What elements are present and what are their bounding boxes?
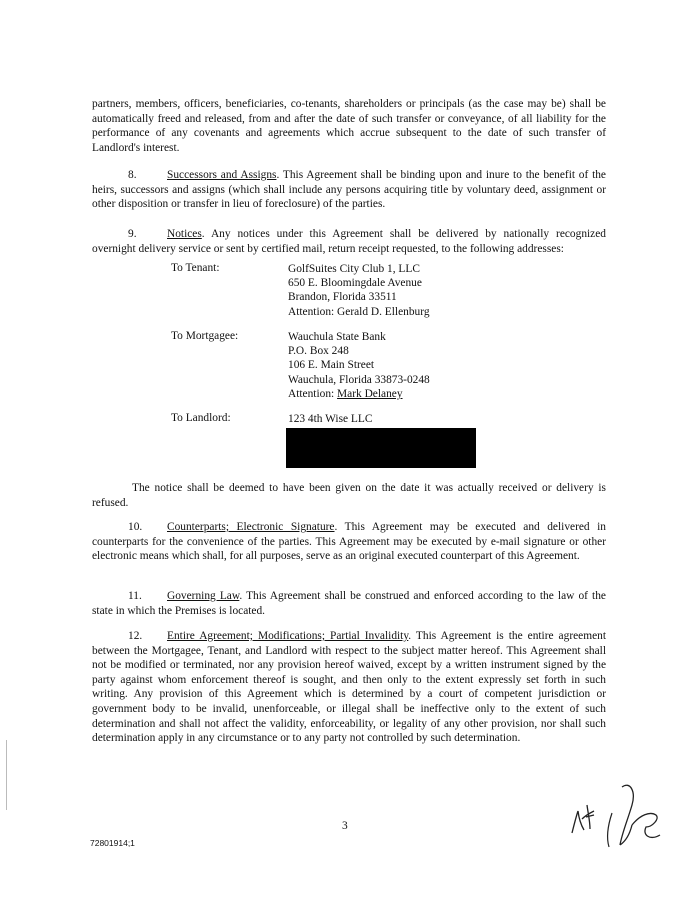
landlord-label: To Landlord:: [171, 412, 231, 424]
section-8-body: . This Agreement shall be binding upon and inure to the benefit of the heirs, successors and assigns (which shall include any persons acquiring title by voluntary deed, assignment or other disposition or transfer in lieu of foreclosure) of the parties.: [92, 169, 606, 211]
section-12: [92, 629, 606, 746]
section-9: [92, 227, 606, 256]
landlord-address-line: 123 4th Wise LLC: [288, 413, 373, 425]
mortgagee-address-line: Wauchula State Bank: [288, 331, 386, 343]
section-11-body: . This Agreement shall be construed and enforced according to the law of the state in which the Premises is located.: [92, 590, 606, 617]
tenant-address-line: 650 E. Bloomingdale Avenue: [288, 277, 422, 290]
mortgagee-attention-name: Mark Delaney: [337, 387, 403, 400]
tenant-address-line: GolfSuites City Club 1, LLC: [288, 263, 420, 275]
notice-paragraph: [92, 481, 606, 510]
section-8-number: 8.: [128, 169, 137, 181]
mortgagee-label: To Mortgagee:: [171, 330, 239, 342]
tenant-address-line: Brandon, Florida 33511: [288, 291, 397, 304]
redaction-box: [286, 428, 476, 468]
mortgagee-attention-prefix: Attention:: [288, 387, 338, 400]
scan-edge-line: [6, 740, 7, 810]
document-id: 72801914;1: [90, 838, 135, 848]
section-8-heading: Successors and Assigns: [167, 169, 277, 181]
section-9-number: 9.: [128, 228, 137, 240]
landlord-address: [288, 412, 372, 426]
section-10-number: 10.: [128, 521, 143, 533]
section-11: [92, 589, 606, 618]
mortgagee-address-line: Wauchula, Florida 33873-0248: [288, 373, 430, 386]
intro-paragraph: partners, members, officers, beneficiaries, co-tenants, shareholders or principals (as the case may be) shall be automatically freed and released, from and after the date of such transfer or conveyance, of all liability for the performance of any covenants and agreements which accrue subsequent to the date of such transfer of Landlord's interest.: [92, 98, 606, 154]
section-12-heading: Entire Agreement; Modifications; Partial Invalidity: [167, 630, 409, 642]
handwritten-initials: [560, 775, 670, 855]
section-9-heading: Notices: [167, 228, 202, 240]
section-9-body: . Any notices under this Agreement shall be delivered by nationally recognized overnight delivery service or sent by certified mail, return receipt requested, to the following addresses:: [92, 228, 606, 255]
tenant-address: [288, 262, 430, 319]
section-11-heading: Governing Law: [167, 590, 240, 602]
notice-paragraph-text: The notice shall be deemed to have been given on the date it was actually received or delivery is refused.: [92, 482, 606, 509]
initials-mark-2: [620, 785, 660, 845]
mortgagee-address: [288, 330, 430, 401]
section-10-body: . This Agreement may be executed and delivered in counterparts for the convenience of the parties. This Agreement may be executed by e-mail signature or other electronic means which shall, for all purposes, serve as an original executed counterpart of this Agreement.: [92, 521, 606, 563]
mortgagee-attention: [288, 387, 430, 401]
section-12-body: . This Agreement is the entire agreement between the Mortgagee, Tenant, and Landlord with respect to the subject matter hereof. This Agreement shall not be modified or terminated, nor any provision hereof waived, except by a written instrument signed by the party against whom enforcement thereof is sought, and then only to the extent expressly set forth in such writing. Any provision of this Agreement which is determined by a court of competent jurisdiction or government body to be invalid, unenforceable, or illegal shall be ineffective only to the extent of such determination and shall not affect the validity, enforceability, or legality of any other provision, nor shall such determination apply in any circumstance or to any party not controlled by such determination.: [92, 630, 606, 745]
section-10: [92, 520, 606, 564]
mortgagee-address-line: P.O. Box 248: [288, 345, 349, 358]
initials-divider: [608, 813, 612, 847]
section-8: [92, 168, 606, 212]
section-10-heading: Counterparts; Electronic Signature: [167, 521, 335, 533]
section-11-number: 11.: [128, 590, 142, 602]
tenant-address-line: Attention: Gerald D. Ellenburg: [288, 305, 430, 318]
mortgagee-address-line: 106 E. Main Street: [288, 359, 375, 372]
initials-mark-1: [572, 805, 594, 833]
page-number: 3: [342, 820, 348, 832]
tenant-label: To Tenant:: [171, 262, 220, 274]
section-12-number: 12.: [128, 630, 143, 642]
